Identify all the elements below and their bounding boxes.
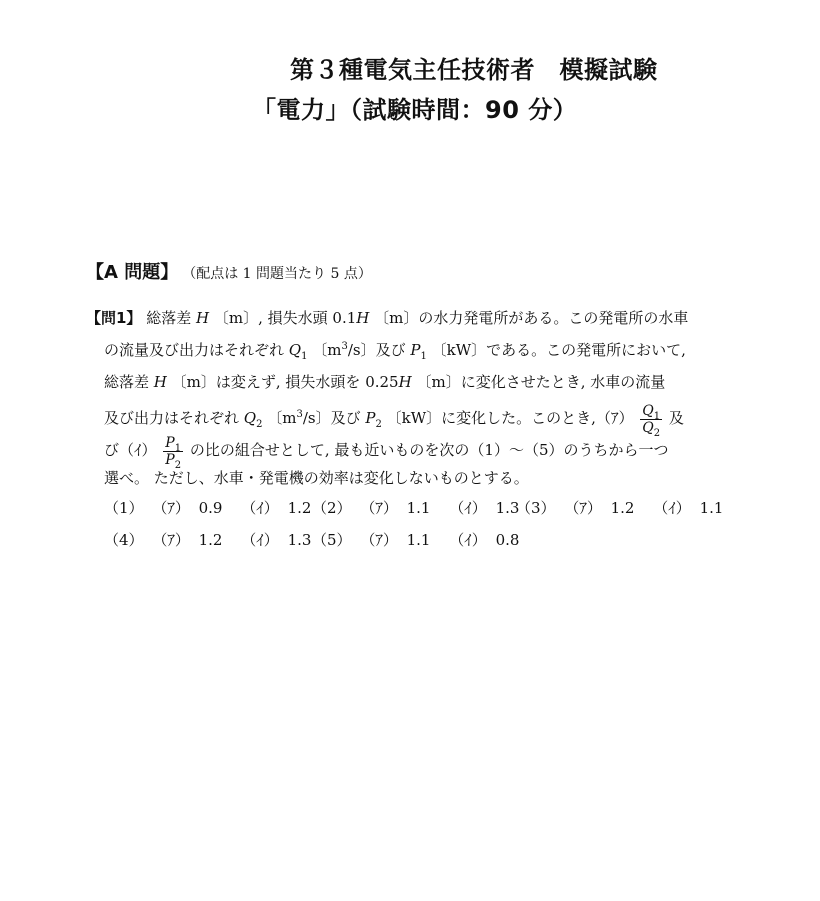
var-h: H xyxy=(153,373,167,391)
question-text: び（ｲ） xyxy=(104,441,157,459)
var-h: H xyxy=(356,309,370,327)
subscript: 1 xyxy=(174,442,182,454)
superscript: 3 xyxy=(296,409,303,420)
question-text: 及び出力はそれぞれ xyxy=(104,409,240,427)
choice-label-a: （ｱ） xyxy=(152,531,190,549)
choice-value-i: 0.8 xyxy=(495,531,520,549)
choice-number: （5） xyxy=(312,531,352,549)
fraction-numerator xyxy=(640,403,662,420)
subscript: 1 xyxy=(301,351,308,362)
choice-value-i: 1.3 xyxy=(287,531,312,549)
var-p: P xyxy=(410,341,421,359)
var-p: P xyxy=(165,434,175,451)
choice-value-a: 0.9 xyxy=(198,499,223,517)
var-p: P xyxy=(165,451,175,468)
question-line-3 xyxy=(104,368,665,396)
question-line-4 xyxy=(104,400,684,439)
subscript: 1 xyxy=(420,351,427,362)
subscript: 2 xyxy=(174,459,182,471)
choice-value-a: 1.1 xyxy=(406,499,431,517)
question-text: /s〕及び xyxy=(347,341,406,359)
question-text: の流量及び出力はそれぞれ xyxy=(104,341,285,359)
question-line-6 xyxy=(104,464,529,492)
choice-label-i: （ｲ） xyxy=(241,499,279,517)
choice-label-i: （ｲ） xyxy=(449,499,487,517)
choice-value-i: 1.3 xyxy=(495,499,520,517)
superscript: 3 xyxy=(341,341,348,352)
var-h: H xyxy=(196,309,210,327)
choice-value-a: 1.1 xyxy=(406,531,431,549)
var-q: Q xyxy=(288,341,302,359)
exam-title: 第３種電気主任技術者 模擬試験 xyxy=(290,56,658,84)
fraction-p1-p2 xyxy=(163,434,183,471)
choice-1 xyxy=(104,496,315,520)
choice-number: （2） xyxy=(312,499,352,517)
question-text: 総落差 xyxy=(104,373,150,391)
var-p: P xyxy=(365,409,376,427)
section-header xyxy=(86,258,372,284)
question-text: 〔m〕, 損失水頭 0.1 xyxy=(213,309,357,327)
fraction-numerator xyxy=(163,435,183,452)
choice-value-i: 1.2 xyxy=(287,499,312,517)
choice-label-a: （ｱ） xyxy=(360,531,398,549)
question-text: 〔kW〕に変化した。このとき,（ｱ） xyxy=(386,409,634,427)
subscript: 2 xyxy=(256,419,263,430)
var-q: Q xyxy=(642,419,654,436)
choice-label-a: （ｱ） xyxy=(564,499,602,517)
choice-label-i: （ｲ） xyxy=(653,499,691,517)
var-h: H xyxy=(398,373,412,391)
subscript: 1 xyxy=(653,410,661,422)
var-q: Q xyxy=(642,402,654,419)
section-note: （配点は 1 問題当たり 5 点） xyxy=(182,266,372,282)
choice-value-a: 1.2 xyxy=(198,531,223,549)
choice-label-a: （ｱ） xyxy=(360,499,398,517)
question-text: 〔kW〕である。この発電所において, xyxy=(431,341,686,359)
choice-number: （1） xyxy=(104,499,144,517)
question-text: /s〕及び xyxy=(302,409,361,427)
choice-value-a: 1.2 xyxy=(610,499,635,517)
choice-5 xyxy=(312,528,523,552)
question-line-2 xyxy=(104,336,686,364)
exam-subtitle: 「電力」（試験時間：90 分） xyxy=(252,96,578,124)
var-q: Q xyxy=(243,409,257,427)
subscript: 2 xyxy=(653,427,661,439)
choice-label-i: （ｲ） xyxy=(449,531,487,549)
choice-value-i: 1.1 xyxy=(699,499,724,517)
question-text: 〔m xyxy=(312,341,342,359)
question-text: 〔m〕に変化させたとき, 水車の流量 xyxy=(416,373,666,391)
choice-2 xyxy=(312,496,523,520)
question-text: 及 xyxy=(668,409,684,427)
section-title: 【A 問題】 xyxy=(86,262,179,283)
choice-number: （3） xyxy=(516,499,556,517)
question-text: 〔m〕の水力発電所がある。この発電所の水車 xyxy=(374,309,689,327)
fraction-q1-q2 xyxy=(640,402,662,439)
question-text: の比の組合せとして, 最も近いものを次の（1）～（5）のうちから一つ xyxy=(189,441,669,459)
choice-4 xyxy=(104,528,315,552)
question-text: 〔m xyxy=(267,409,297,427)
choice-3 xyxy=(516,496,727,520)
question-number: 【問1】 xyxy=(86,309,142,327)
question-text: 〔m〕は変えず, 損失水頭を 0.25 xyxy=(171,373,399,391)
choice-label-a: （ｱ） xyxy=(152,499,190,517)
choice-number: （4） xyxy=(104,531,144,549)
question-text: 総落差 xyxy=(146,309,192,327)
question-line-5 xyxy=(104,432,669,471)
subscript: 2 xyxy=(375,419,382,430)
question-text: 選べ。 ただし、水車・発電機の効率は変化しないものとする。 xyxy=(104,469,529,487)
choice-label-i: （ｲ） xyxy=(241,531,279,549)
question-line-1 xyxy=(86,304,688,332)
